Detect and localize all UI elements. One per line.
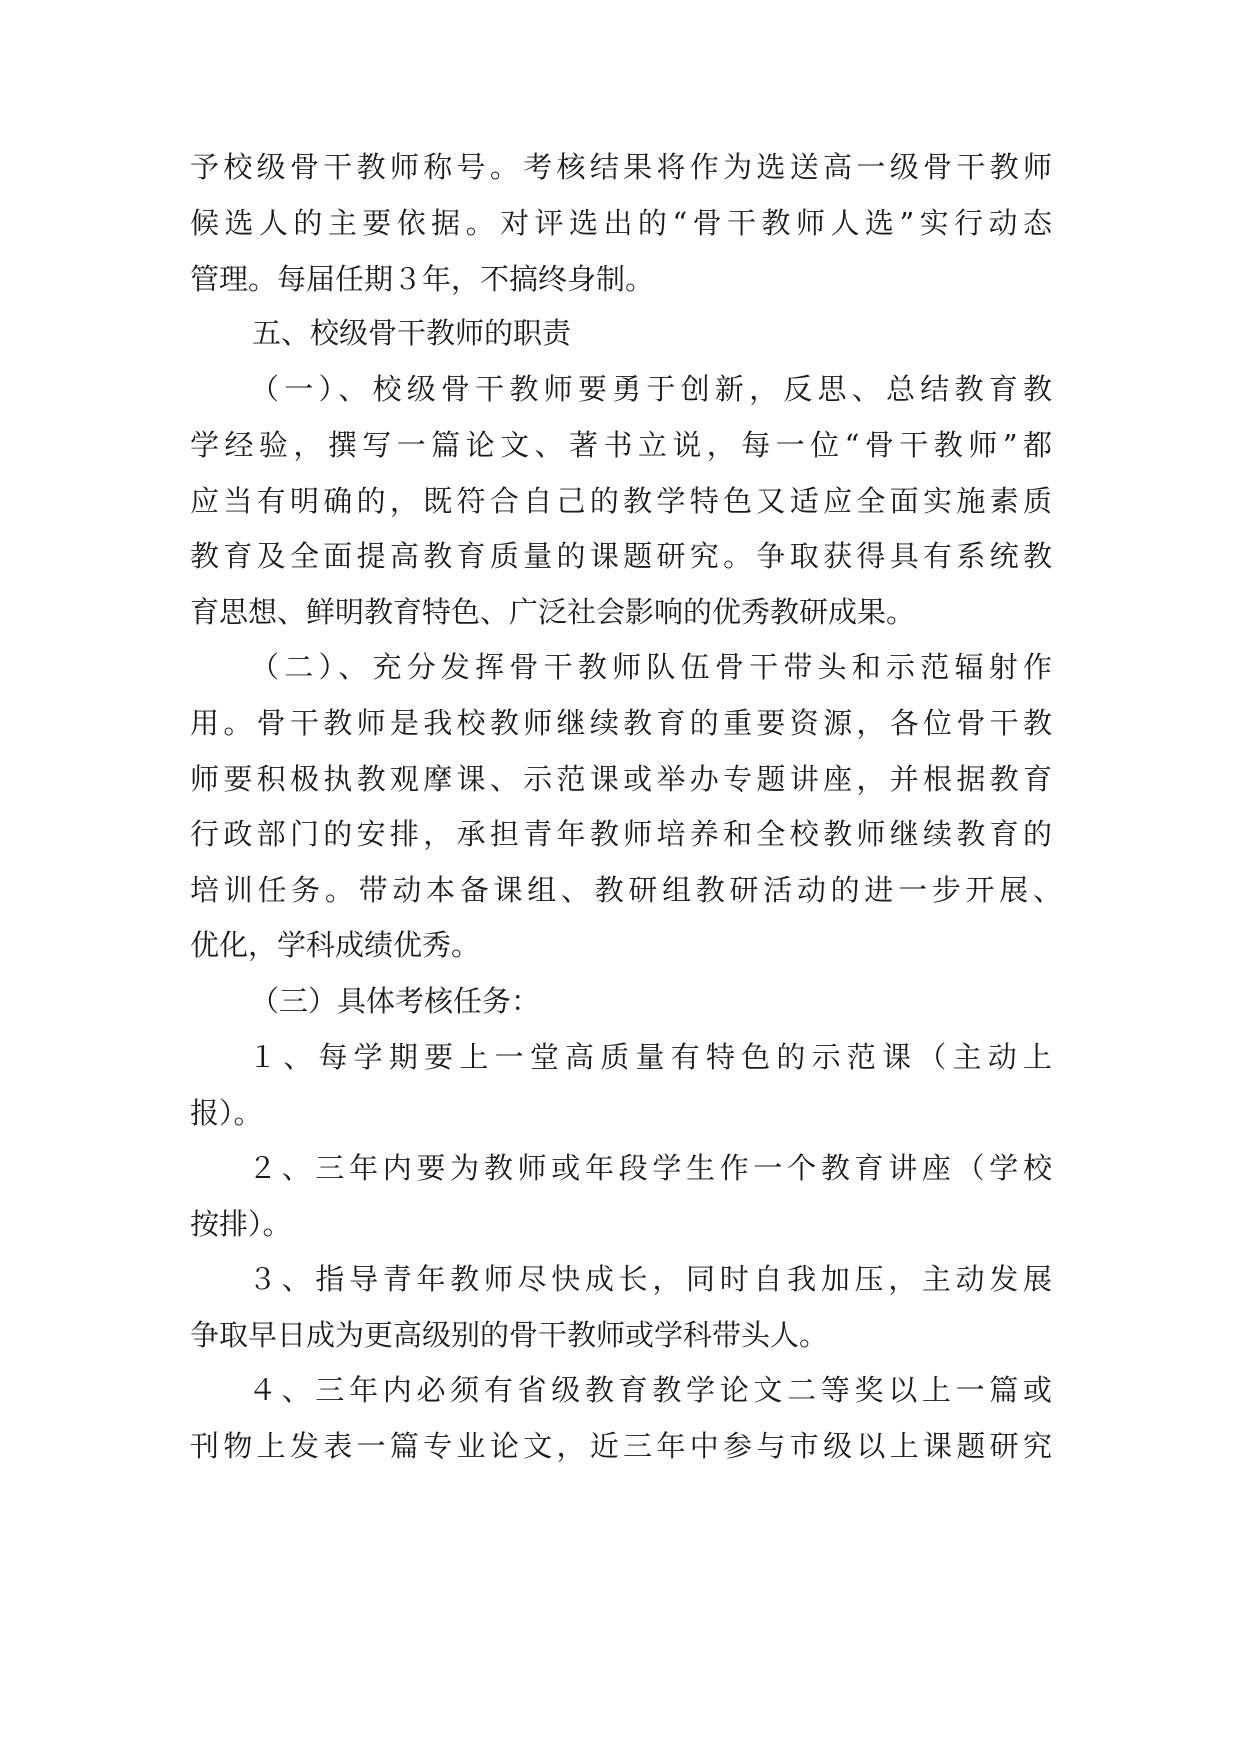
text-line: 行政部门的安排，承担青年教师培养和全校教师继续教育的 xyxy=(190,817,1052,851)
text-line: 师要积极执教观摩课、示范课或举办专题讲座，并根据教育 xyxy=(190,762,1052,796)
text-line: 按排）。 xyxy=(190,1207,292,1241)
text-line: 学经验，撰写一篇论文、著书立说，每一位“骨干教师”都 xyxy=(190,428,1052,462)
text-line: 培训任务。带动本备课组、教研组教研活动的进一步开展、 xyxy=(190,873,1062,907)
subsection-heading: （三）具体考核任务： xyxy=(250,984,541,1018)
text-line: ４、三年内必须有省级教育教学论文二等奖以上一篇或 xyxy=(248,1373,1052,1407)
text-line: 教育及全面提高教育质量的课题研究。争取获得具有系统教 xyxy=(190,539,1052,573)
text-line: 候选人的主要依据。对评选出的“骨干教师人选”实行动态 xyxy=(190,206,1052,240)
text-line: ３、指导青年教师尽快成长，同时自我加压，主动发展 xyxy=(248,1262,1052,1296)
text-line: 应当有明确的，既符合自己的教学特色又适应全面实施素质 xyxy=(190,484,1052,518)
text-line: 报）。 xyxy=(190,1096,263,1130)
text-line: 用。骨干教师是我校教师继续教育的重要资源，各位骨干教 xyxy=(190,706,1052,740)
text-line: （二）、充分发挥骨干教师队伍骨干带头和示范辐射作 xyxy=(250,650,1052,684)
text-line: 育思想、鲜明教育特色、广泛社会影响的优秀教研成果。 xyxy=(190,595,916,629)
text-line: 争取早日成为更高级别的骨干教师或学科带头人。 xyxy=(190,1318,829,1352)
text-line: 优化，学科成绩优秀。 xyxy=(190,928,481,962)
text-line: ２、三年内要为教师或年段学生作一个教育讲座（学校 xyxy=(248,1151,1052,1185)
text-line: 予校级骨干教师称号。考核结果将作为选送高一级骨干教师 xyxy=(190,150,1052,184)
text-line: （一）、校级骨干教师要勇于创新，反思、总结教育教 xyxy=(250,372,1052,406)
text-line: 管理。每届任期３年，不搞终身制。 xyxy=(190,262,655,296)
text-line: １、每学期要上一堂高质量有特色的示范课（主动上 xyxy=(248,1040,1052,1074)
text-line: 刊物上发表一篇专业论文，近三年中参与市级以上课题研究 xyxy=(190,1429,1052,1463)
section-heading: 五、校级骨干教师的职责 xyxy=(252,316,572,350)
